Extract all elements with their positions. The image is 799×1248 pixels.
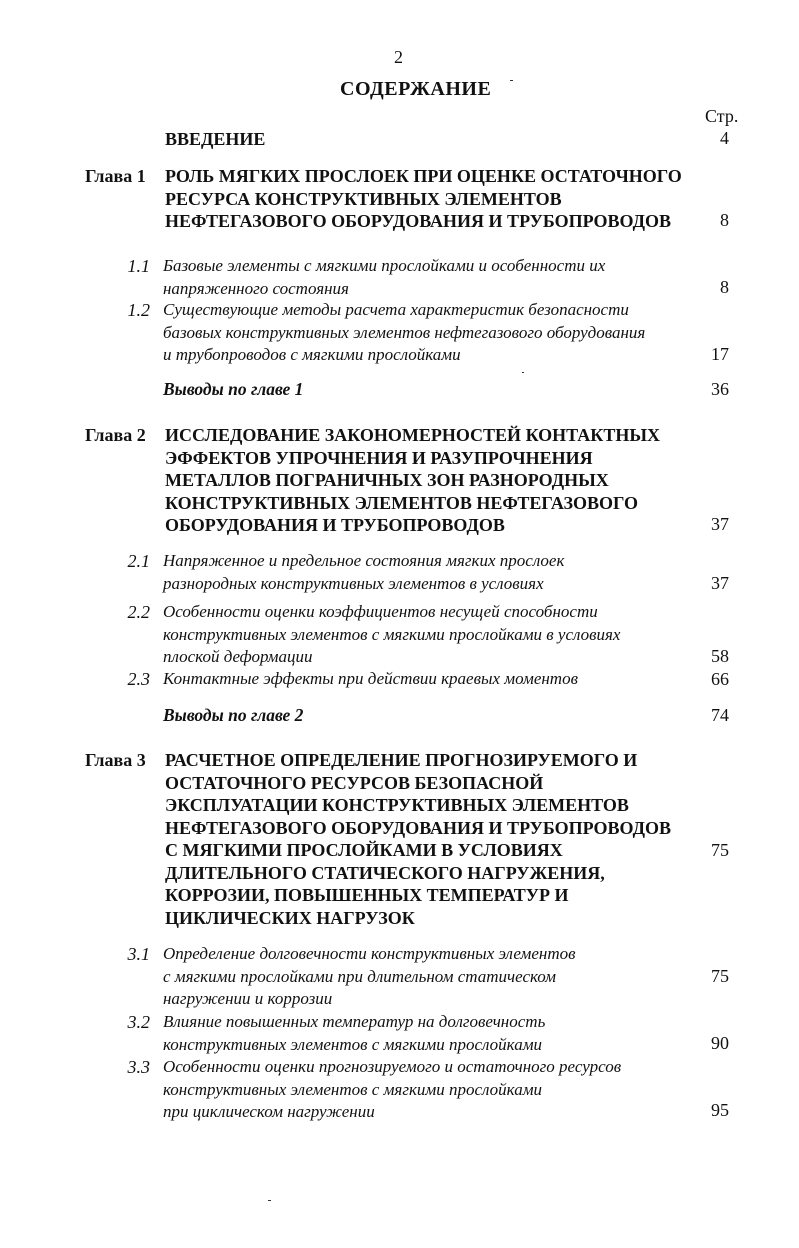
chapter-title-line: ИССЛЕДОВАНИЕ ЗАКОНОМЕРНОСТЕЙ КОНТАКТНЫХ: [165, 425, 661, 445]
section-title-line: и трубопроводов с мягкими прослойками: [163, 345, 461, 364]
toc-intro-page: 4: [720, 128, 729, 148]
chapter-title-line: КОРРОЗИИ, ПОВЫШЕННЫХ ТЕМПЕРАТУР И: [165, 885, 569, 905]
chapter-title-line: РОЛЬ МЯГКИХ ПРОСЛОЕК ПРИ ОЦЕНКЕ ОСТАТОЧНОГО: [165, 166, 682, 186]
section-title-line: Контактные эффекты при действии краевых моментов: [163, 669, 578, 688]
chapter-title: [165, 165, 682, 233]
section-page: 75: [711, 966, 729, 986]
chapter-conclusions-page: 36: [711, 379, 729, 399]
chapter-title-line: С МЯГКИМИ ПРОСЛОЙКАМИ В УСЛОВИЯХ: [165, 840, 563, 860]
chapter-label: Глава 2: [85, 425, 146, 445]
chapter-conclusions-page: 74: [711, 705, 729, 725]
section-page: 90: [711, 1033, 729, 1053]
section-title-line: Особенности оценки коэффициентов несущей способности: [163, 602, 598, 621]
page-title: СОДЕРЖАНИЕ: [340, 78, 492, 100]
scan-speck: [522, 372, 524, 373]
section-number: 3.1: [127, 944, 150, 964]
page-number: 2: [394, 47, 403, 67]
section-page: 17: [711, 344, 729, 364]
section-title-line: Определение долговечности конструктивных элементов: [163, 944, 576, 963]
chapter-title-line: ДЛИТЕЛЬНОГО СТАТИЧЕСКОГО НАГРУЖЕНИЯ,: [165, 862, 605, 883]
section-page: 95: [711, 1100, 729, 1120]
chapter-conclusions-label: Выводы по главе 1: [163, 379, 304, 399]
section-page: 8: [720, 277, 729, 297]
toc-intro-label: ВВЕДЕНИЕ: [165, 129, 266, 149]
section-title: [163, 255, 605, 300]
scan-speck: [268, 1200, 271, 1201]
section-title: [163, 1056, 621, 1124]
chapter-title-line: НЕФТЕГАЗОВОГО ОБОРУДОВАНИЯ И ТРУБОПРОВОДОВ: [165, 211, 671, 231]
section-page: 58: [711, 646, 729, 666]
section-number: 2.1: [127, 551, 150, 571]
section-title-line: с мягкими прослойками при длительном статическом: [163, 966, 557, 986]
chapter-conclusions-label: Выводы по главе 2: [163, 705, 304, 725]
section-page: 66: [711, 669, 729, 689]
section-number: 2.3: [127, 669, 150, 689]
chapter-title: [165, 749, 671, 929]
chapter-title-line: РАСЧЕТНОЕ ОПРЕДЕЛЕНИЕ ПРОГНОЗИРУЕМОГО И: [165, 750, 638, 770]
section-title: [163, 299, 645, 367]
chapter-title-line: ОБОРУДОВАНИЯ И ТРУБОПРОВОДОВ: [165, 515, 505, 535]
section-number: 1.2: [127, 300, 150, 320]
chapter-page: 37: [711, 514, 729, 534]
section-title-line: конструктивных элементов с мягкими прослойками в условиях: [163, 624, 621, 644]
section-number: 1.1: [127, 256, 150, 276]
section-title-line: базовых конструктивных элементов нефтегазового оборудования: [163, 322, 646, 342]
chapter-label: Глава 3: [85, 750, 146, 770]
section-number: 2.2: [127, 602, 150, 622]
section-title-line: разнородных конструктивных элементов в условиях: [163, 573, 544, 593]
section-title: [163, 601, 620, 669]
section-title: [163, 1011, 545, 1056]
section-title-line: конструктивных элементов с мягкими прослойками: [163, 1079, 543, 1099]
section-title-line: Особенности оценки прогнозируемого и остаточного ресурсов: [163, 1057, 622, 1076]
chapter-title-line: ЭФФЕКТОВ УПРОЧНЕНИЯ И РАЗУПРОЧНЕНИЯ: [165, 447, 593, 468]
chapter-title-line: ОСТАТОЧНОГО РЕСУРСОВ БЕЗОПАСНОЙ: [165, 772, 544, 793]
section-title-line: Базовые элементы с мягкими прослойками и особенности их: [163, 256, 606, 275]
section-title: [163, 668, 578, 691]
chapter-title-line: МЕТАЛЛОВ ПОГРАНИЧНЫХ ЗОН РАЗНОРОДНЫХ: [165, 470, 609, 490]
page-column-label: Стр.: [705, 106, 739, 126]
chapter-title-line: РЕСУРСА КОНСТРУКТИВНЫХ ЭЛЕМЕНТОВ: [165, 188, 562, 209]
section-title-line: Существующие методы расчета характеристик безопасности: [163, 300, 629, 319]
chapter-page: 8: [720, 210, 729, 230]
chapter-title: [165, 424, 660, 537]
section-title-line: напряженного состояния: [163, 278, 349, 298]
chapter-title-line: ЭКСПЛУАТАЦИИ КОНСТРУКТИВНЫХ ЭЛЕМЕНТОВ: [165, 795, 629, 815]
section-title: [163, 550, 564, 595]
chapter-page: 75: [711, 840, 729, 860]
section-page: 37: [711, 573, 729, 593]
section-title-line: нагружении и коррозии: [163, 989, 333, 1008]
chapter-title-line: ЦИКЛИЧЕСКИХ НАГРУЗОК: [165, 907, 415, 928]
chapter-title-line: КОНСТРУКТИВНЫХ ЭЛЕМЕНТОВ НЕФТЕГАЗОВОГО: [165, 492, 638, 513]
section-title: [163, 943, 576, 1011]
chapter-label: Глава 1: [85, 166, 146, 186]
section-title-line: конструктивных элементов с мягкими прослойками: [163, 1034, 543, 1054]
section-title-line: плоской деформации: [163, 647, 313, 666]
chapter-title-line: НЕФТЕГАЗОВОГО ОБОРУДОВАНИЯ И ТРУБОПРОВОДОВ: [165, 817, 671, 838]
section-title-line: Влияние повышенных температур на долговечность: [163, 1012, 546, 1031]
section-title-line: при циклическом нагружении: [163, 1102, 375, 1121]
section-number: 3.2: [127, 1012, 150, 1032]
section-title-line: Напряженное и предельное состояния мягких прослоек: [163, 551, 565, 570]
scan-speck: [510, 80, 513, 81]
section-number: 3.3: [127, 1057, 150, 1077]
